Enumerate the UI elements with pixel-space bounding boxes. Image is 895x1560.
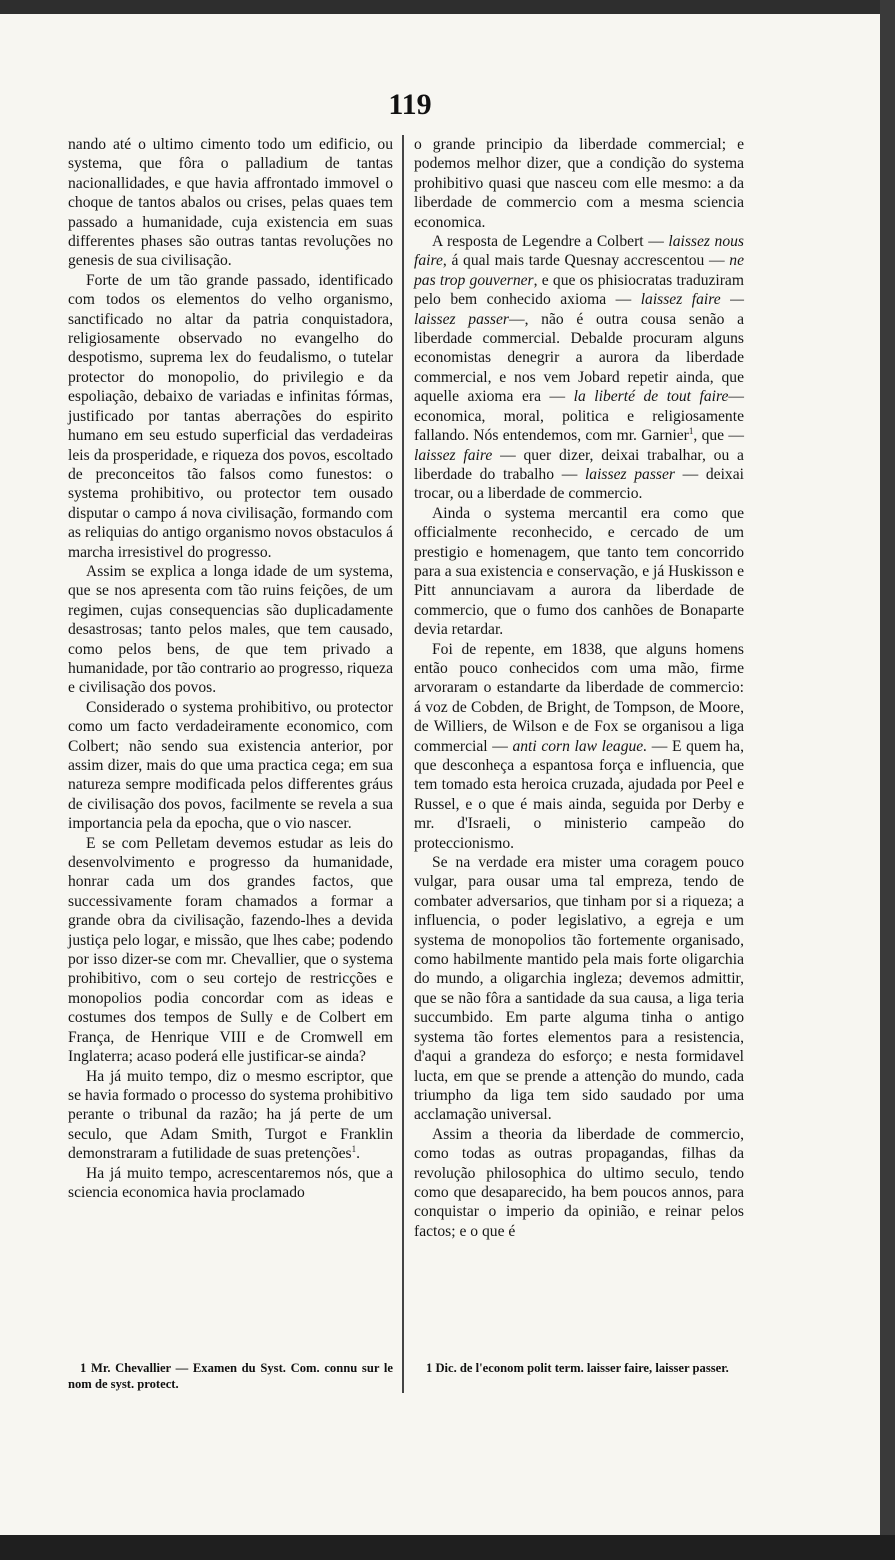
left-paragraph-3: Assim se explica a longa idade de um systema, que se nos apresenta com tão ruins feições, de um regimen, cujas consequencias são duplicadamente desastrosas; tanto pelos males, que tem causado, como pelos bens, de que tem privado a humanidade, por tão contrario ao progresso, riqueza e civilisação dos povos. bbox=[68, 562, 393, 697]
italic-phrase: laissez passer bbox=[584, 465, 675, 483]
right-paragraph-4 bbox=[414, 640, 744, 853]
left-paragraph-7: Ha já muito tempo, acrescentaremos nós, que a sciencia economica havia proclamado bbox=[68, 1164, 393, 1201]
left-paragraph-4: Considerado o systema prohibitivo, ou protector como um facto verdadeiramente economico, com Colbert; não sendo sua existencia anterior, por assim dizer, mais do que uma practica cega; em sua natureza sempre modificada pelos differentes gráus de civilisação dos povos, facilmente se revela a sua importancia pela da epocha, que o vio nascer. bbox=[68, 698, 393, 833]
italic-phrase: anti corn law league. bbox=[512, 737, 648, 755]
text-run: — E quem ha, que desconheça a espantosa força e influencia, que tem tomado esta heroica cruzada, ajudada por Peel e Russel, e o que é mais ainda, seguida por Derby e mr. d'Israeli, o ministerio campeão do proteccionismo. bbox=[414, 737, 744, 852]
text-run: A resposta de Legendre a Colbert — bbox=[432, 233, 664, 251]
right-paragraph-5: Se na verdade era mister uma coragem pouco vulgar, para ousar uma tal empreza, tendo de combater adversarios, que tinham por si a riqueza; a influencia, o poder legislativo, a egreja e um systema de monopolios tão fortemente organisado, como habilmente mantido pela mais forte oligarchia do mundo, a oligarchia ingleza; devemos admittir, que se não fôra a santidade da sua causa, a liga teria succumbido. Em parte alguma tinha o antigo systema tão fortes elementos para a resistencia, d'aqui a grandeza do esforço; e nesta formidavel lucta, em que se prende a attenção do mundo, cada triumpho da liga tem sido saudado por uma acclamação universal. bbox=[414, 854, 744, 1124]
text-run: Foi de repente, em 1838, que alguns homens então pouco conhecidos com uma mão, firme arvoraram o estandarte da liberdade de commercio: á voz de Cobden, de Bright, de Tompson, de Moore, de Williers, de Wilson e de Fox se organisou a liga commercial — bbox=[414, 640, 744, 755]
italic-phrase: la liberté de tout faire bbox=[573, 388, 729, 406]
left-column bbox=[68, 135, 393, 1202]
left-paragraph-6: Ha já muito tempo, diz o mesmo escriptor, que se havia formado o processo do systema prohibitivo perante o tribunal da razão; ha já perte de um seculo, que Adam Smith, Turgot e Franklin demonstraram a futilidade de suas pretenções$^1$. bbox=[68, 1067, 393, 1163]
text-run: , e que os phisiocratas traduziram pelo bem conhecido axioma — bbox=[414, 271, 744, 309]
right-paragraph-3: Ainda o systema mercantil era como que officialmente reconhecido, e cercado de um prestigio e homenagem, que tanto tem concorrido para a sua existencia e conservação, e já Huskisson e Pitt annunciavam a aurora da liberdade de commercio, que o fumo dos canhões de Bonaparte devia retardar. bbox=[414, 504, 744, 639]
right-paragraph-1: o grande principio da liberdade commercial; e podemos melhor dizer, que a condição do systema prohibitivo quasi que nasceu com elle mesmo: a da liberdade de commercio com a mesma sciencia economica. bbox=[414, 136, 744, 231]
left-paragraph-1: nando até o ultimo cimento todo um edificio, ou systema, que fôra o palladium de tantas nacionallidades, e que havia affrontado immovel o choque de tantos abalos ou crises, pelas quaes tem passado a humanidade, cuja existencia em suas differentes phases são outras tantas revoluções no genesis de sua civilisação. bbox=[68, 136, 393, 270]
text-run: , á qual mais tarde Quesnay accrescentou — bbox=[442, 252, 725, 270]
italic-phrase: laissez nous faire bbox=[414, 233, 744, 270]
text-run: — quer dizer, deixai trabalhar, ou a liberdade do trabalho — bbox=[414, 446, 744, 483]
right-column bbox=[414, 135, 744, 1241]
scan-right-edge bbox=[880, 0, 895, 1560]
footnote-right: 1 Dic. de l'econom polit term. laisser faire, laisser passer. bbox=[426, 1361, 729, 1375]
scan-bottom-edge bbox=[0, 1535, 895, 1560]
italic-phrase: laissez faire — laissez passer bbox=[414, 291, 744, 328]
text-run: , que — bbox=[693, 427, 744, 445]
text-run: — deixai trocar, ou a liberdade de commercio. bbox=[414, 465, 744, 503]
italic-phrase: ne pas trop gouverner bbox=[414, 252, 744, 289]
footnote-marker: 1 bbox=[351, 1143, 357, 1154]
left-paragraph-2: Forte de um tão grande passado, identificado com todos os elementos do velho organismo, sanctificado no altar da patria conquistadora, religiosamente observado no evangelho do despotismo, suprema lex do feudalismo, o tutelar protector do monopolio, do privilegio e da espoliação, debaixo de variadas e infinitas fórmas, justificado por tantas aberrações do espirito humano em seu estudo superficial das verdadeiras leis da prosperidade, e riqueza dos povos, escoltado de preconceitos tão falsos como funestos: o systema prohibitivo, ou protector tem ousado disputar o campo á nova civilisação, formando com as reliquias do antigo organismo novos obstaculos á marcha irresistivel do progresso. bbox=[68, 271, 393, 561]
right-paragraph-6: Assim a theoria da liberdade de commercio, como todas as outras propagandas, filhas da revolução philosophica do ultimo seculo, tendo como que desaparecido, ha bem poucos annos, para conquistar o imperio da opinião, e reinar pelos factos; e o que é bbox=[414, 1125, 744, 1240]
footnote-marker: 1 bbox=[688, 425, 694, 436]
left-paragraph-6-text: Ha já muito tempo, diz o mesmo escriptor, que se havia formado o processo do systema prohibitivo perante o tribunal da razão; ha já perte de um seculo, que Adam Smith, Turgot e Franklin demonstraram a futilidade de suas pretenções bbox=[68, 1067, 393, 1163]
scan-top-edge bbox=[0, 0, 895, 14]
text-run: — economica, moral, politica e religiosamente fallando. Nós entendemos, com mr. Garnier bbox=[414, 388, 744, 445]
left-paragraph-5: E se com Pelletam devemos estudar as leis do desenvolvimento e progresso da humanidade, honrar cada um dos grandes factos, que successivamente foram chamados a formar a grande obra da civilisação, fazendo-lhes a devida justiça pelo logar, e missão, que lhes cabe; podendo por isso dizer-se com mr. Chevallier, que o systema prohibitivo, com o seu cortejo de restricções e monopolios podia concordar com as ideas e costumes dos tempos de Sully e de Colbert em França, de Henrique VIII e de Cromwell em Inglaterra; acaso poderá elle justificar-se ainda? bbox=[68, 834, 393, 1066]
column-divider bbox=[402, 135, 404, 1393]
text-run: —, não é outra cousa senão a liberdade commercial. Debalde procuram alguns economistas denegrir a aurora da liberdade commercial, e nos vem Jobard repetir ainda, que aquelle axioma era — bbox=[414, 310, 744, 406]
right-paragraph-2 bbox=[414, 232, 744, 504]
footnote-left: 1 Mr. Chevallier — Examen du Syst. Com. connu sur le nom de syst. protect. bbox=[68, 1361, 393, 1391]
italic-phrase: laissez faire bbox=[414, 446, 493, 464]
page-number: 119 bbox=[388, 88, 432, 121]
